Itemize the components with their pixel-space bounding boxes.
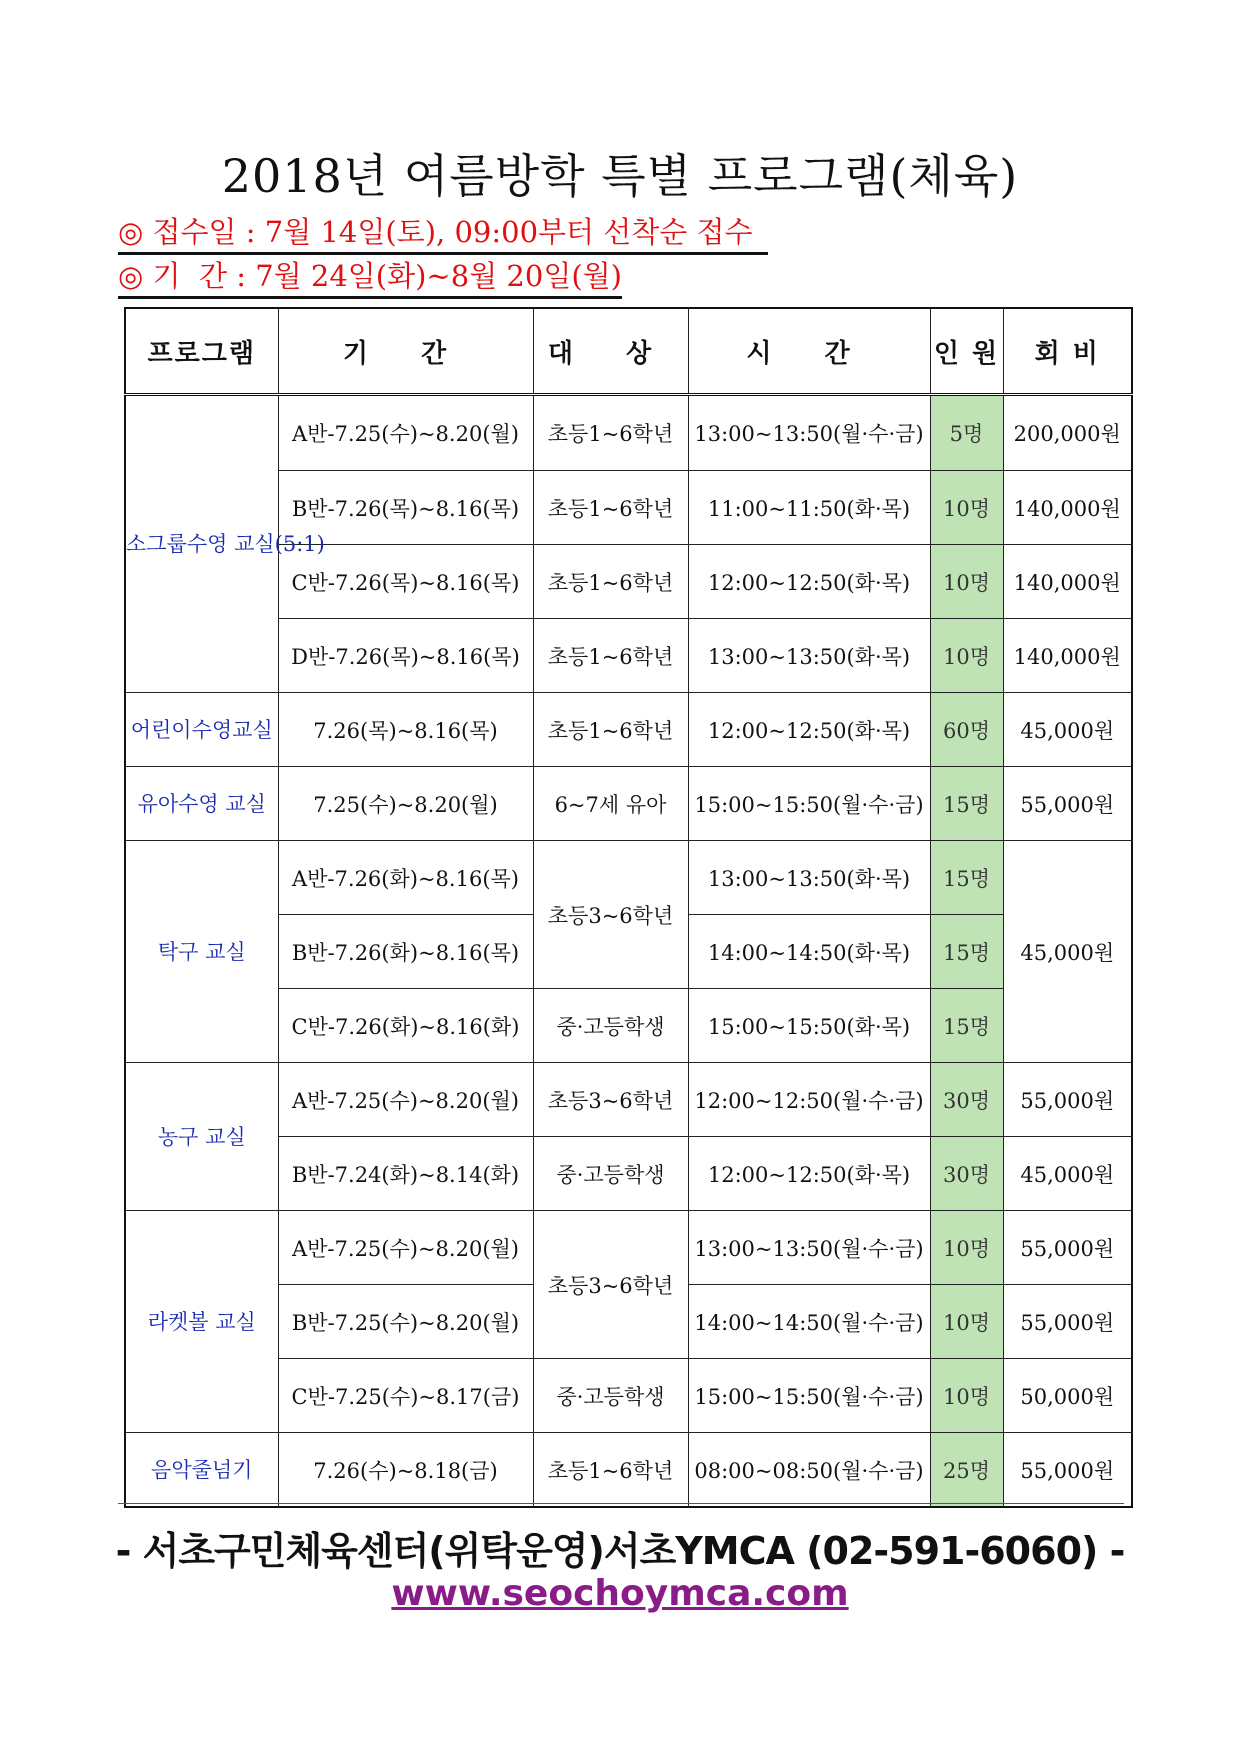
- notice-program-period: ◎ 기 간 : 7월 24일(화)~8월 20일(월): [118, 254, 622, 299]
- fee-cell: 55,000원: [1003, 767, 1132, 841]
- time-cell: 13:00~13:50(월·수·금): [688, 1211, 930, 1285]
- period-cell: C반-7.26(화)~8.16(화): [278, 989, 533, 1063]
- target-cell: 중·고등학생: [533, 1137, 688, 1211]
- footer-contact: - 서초구민체육센터(위탁운영)서초YMCA (02-591-6060) -: [115, 1529, 1125, 1573]
- website-link[interactable]: www.seochoymca.com: [391, 1573, 849, 1614]
- header-target: 대 상: [533, 308, 688, 395]
- period-cell: C반-7.25(수)~8.17(금): [278, 1359, 533, 1433]
- time-cell: 12:00~12:50(화·목): [688, 693, 930, 767]
- target-cell: 중·고등학생: [533, 989, 688, 1063]
- time-cell: 14:00~14:50(월·수·금): [688, 1285, 930, 1359]
- fee-cell: 45,000원: [1003, 693, 1132, 767]
- table-row: [125, 1211, 1132, 1285]
- count-cell: 15명: [930, 841, 1003, 915]
- program-name: 소그룹수영 교실(5:1): [125, 395, 278, 693]
- table-row: [125, 1063, 1132, 1137]
- fee-cell: 200,000원: [1003, 395, 1132, 471]
- time-cell: 15:00~15:50(월·수·금): [688, 1359, 930, 1433]
- period-cell: C반-7.26(목)~8.16(목): [278, 545, 533, 619]
- program-name: 음악줄넘기: [125, 1433, 278, 1508]
- table-row: [125, 841, 1132, 915]
- fee-cell: 50,000원: [1003, 1359, 1132, 1433]
- period-cell: 7.25(수)~8.20(월): [278, 767, 533, 841]
- time-cell: 13:00~13:50(화·목): [688, 841, 930, 915]
- period-cell: A반-7.25(수)~8.20(월): [278, 1063, 533, 1137]
- count-cell: 10명: [930, 1285, 1003, 1359]
- fee-cell: 140,000원: [1003, 471, 1132, 545]
- target-cell: 초등3~6학년: [533, 1063, 688, 1137]
- time-cell: 11:00~11:50(화·목): [688, 471, 930, 545]
- count-cell: 5명: [930, 395, 1003, 471]
- page-title: 2018년 여름방학 특별 프로그램(체육): [221, 149, 1019, 203]
- fee-cell: 55,000원: [1003, 1433, 1132, 1508]
- count-cell: 15명: [930, 915, 1003, 989]
- table-row: [125, 395, 1132, 471]
- count-cell: 15명: [930, 989, 1003, 1063]
- count-cell: 30명: [930, 1063, 1003, 1137]
- program-name: 어린이수영교실: [125, 693, 278, 767]
- target-cell: 초등1~6학년: [533, 619, 688, 693]
- header-time: 시 간: [688, 308, 930, 395]
- footer-divider: [118, 1503, 1124, 1504]
- time-cell: 13:00~13:50(화·목): [688, 619, 930, 693]
- period-cell: A반-7.25(수)~8.20(월): [278, 1211, 533, 1285]
- target-cell: 초등3~6학년: [533, 1211, 688, 1359]
- time-cell: 15:00~15:50(화·목): [688, 989, 930, 1063]
- time-cell: 08:00~08:50(월·수·금): [688, 1433, 930, 1508]
- period-cell: B반-7.25(수)~8.20(월): [278, 1285, 533, 1359]
- count-cell: 15명: [930, 767, 1003, 841]
- time-cell: 12:00~12:50(화·목): [688, 1137, 930, 1211]
- header-count: 인 원: [930, 308, 1003, 395]
- program-name: 유아수영 교실: [125, 767, 278, 841]
- program-name: 탁구 교실: [125, 841, 278, 1063]
- period-cell: 7.26(목)~8.16(목): [278, 693, 533, 767]
- target-cell: 초등1~6학년: [533, 1433, 688, 1508]
- count-cell: 10명: [930, 1359, 1003, 1433]
- target-cell: 중·고등학생: [533, 1359, 688, 1433]
- program-name: 농구 교실: [125, 1063, 278, 1211]
- time-cell: 12:00~12:50(월·수·금): [688, 1063, 930, 1137]
- fee-cell: 45,000원: [1003, 841, 1132, 1063]
- period-cell: D반-7.26(목)~8.16(목): [278, 619, 533, 693]
- target-cell: 초등3~6학년: [533, 841, 688, 989]
- count-cell: 25명: [930, 1433, 1003, 1508]
- header-program: 프로그램: [125, 308, 278, 395]
- count-cell: 10명: [930, 619, 1003, 693]
- footer-url-container: [0, 1573, 1240, 1614]
- program-name: 라켓볼 교실: [125, 1211, 278, 1433]
- header-period: 기 간: [278, 308, 533, 395]
- count-cell: 10명: [930, 545, 1003, 619]
- count-cell: 10명: [930, 1211, 1003, 1285]
- target-cell: 초등1~6학년: [533, 471, 688, 545]
- target-cell: 초등1~6학년: [533, 693, 688, 767]
- target-cell: 초등1~6학년: [533, 545, 688, 619]
- period-cell: B반-7.26(화)~8.16(목): [278, 915, 533, 989]
- table-row: [125, 767, 1132, 841]
- table-row: [125, 1433, 1132, 1508]
- period-cell: A반-7.26(화)~8.16(목): [278, 841, 533, 915]
- count-cell: 30명: [930, 1137, 1003, 1211]
- notice-reception-date: ◎ 접수일 : 7월 14일(토), 09:00부터 선착순 접수: [118, 210, 768, 255]
- fee-cell: 55,000원: [1003, 1063, 1132, 1137]
- header-fee: 회 비: [1003, 308, 1132, 395]
- fee-cell: 55,000원: [1003, 1211, 1132, 1285]
- time-cell: 13:00~13:50(월·수·금): [688, 395, 930, 471]
- table-row: [125, 693, 1132, 767]
- fee-cell: 140,000원: [1003, 619, 1132, 693]
- time-cell: 12:00~12:50(화·목): [688, 545, 930, 619]
- period-cell: A반-7.25(수)~8.20(월): [278, 395, 533, 471]
- schedule-table: [124, 307, 1133, 1508]
- fee-cell: 140,000원: [1003, 545, 1132, 619]
- target-cell: 초등1~6학년: [533, 395, 688, 471]
- count-cell: 10명: [930, 471, 1003, 545]
- fee-cell: 55,000원: [1003, 1285, 1132, 1359]
- target-cell: 6~7세 유아: [533, 767, 688, 841]
- time-cell: 15:00~15:50(월·수·금): [688, 767, 930, 841]
- fee-cell: 45,000원: [1003, 1137, 1132, 1211]
- time-cell: 14:00~14:50(화·목): [688, 915, 930, 989]
- period-cell: 7.26(수)~8.18(금): [278, 1433, 533, 1508]
- table-header-row: [125, 308, 1132, 395]
- period-cell: B반-7.26(목)~8.16(목): [278, 471, 533, 545]
- period-cell: B반-7.24(화)~8.14(화): [278, 1137, 533, 1211]
- count-cell: 60명: [930, 693, 1003, 767]
